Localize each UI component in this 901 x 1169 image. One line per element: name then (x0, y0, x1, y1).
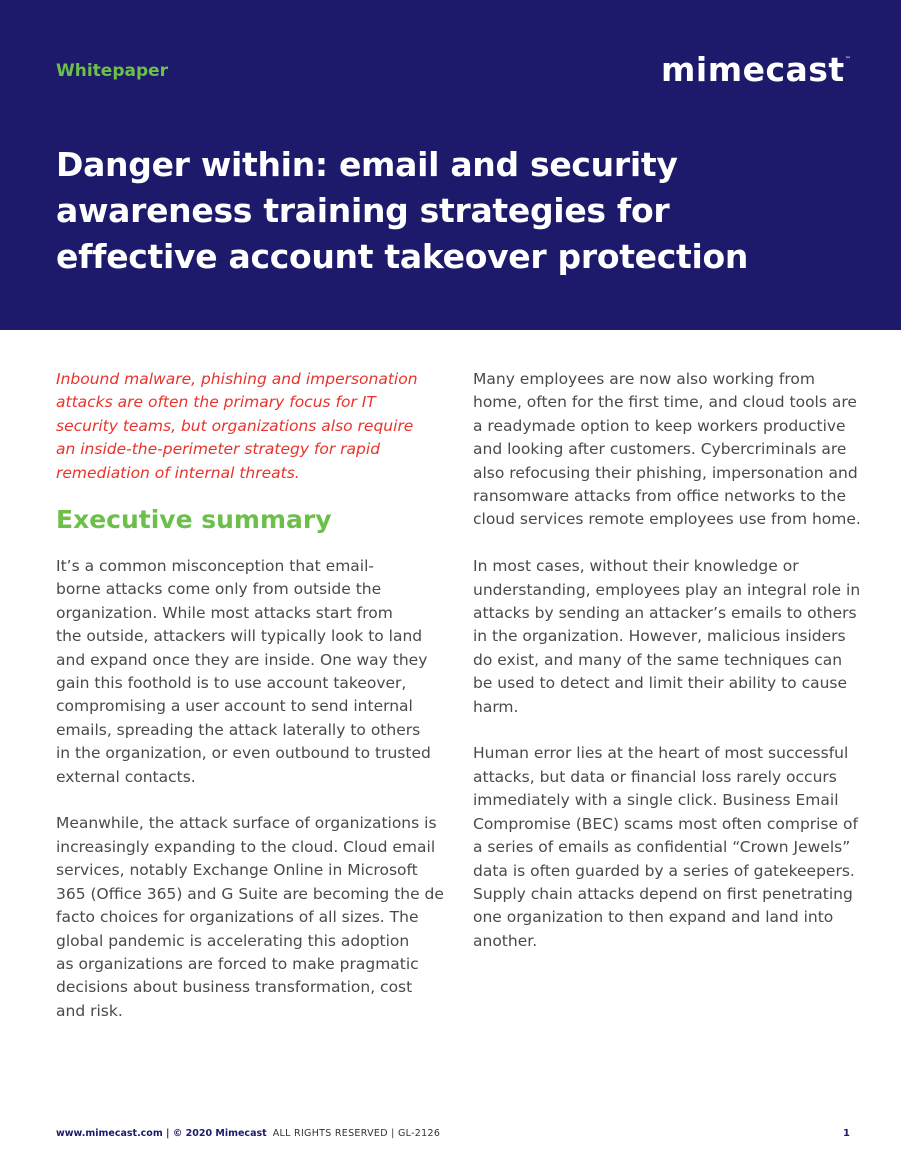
body-line: one organization to then expand and land into (473, 908, 834, 927)
body-line: facto choices for organizations of all sizes. The (56, 908, 419, 927)
footer-separator: | (162, 1128, 173, 1139)
body-line: Meanwhile, the attack surface of organizations is (56, 814, 437, 833)
body-line: ransomware attacks from office networks to the (473, 487, 846, 506)
body-line: It’s a common misconception that email- (56, 557, 375, 576)
body-line: Human error lies at the heart of most successful (473, 744, 849, 763)
body-line: and risk. (56, 1001, 123, 1020)
body-line: external contacts. (56, 767, 196, 786)
body-line: In most cases, without their knowledge or (473, 557, 799, 576)
intro-line: remediation of internal threats. (56, 463, 300, 482)
page-number: 1 (843, 1128, 850, 1139)
body-line: and looking after customers. Cybercriminals are (473, 440, 847, 459)
body-line: Many employees are now also working from (473, 370, 815, 388)
title-line: awareness training strategies for (56, 191, 670, 230)
body-line: 365 (Office 365) and G Suite are becoming the de (56, 884, 444, 903)
body-line: and expand once they are inside. One way they (56, 650, 428, 669)
body-line: borne attacks come only from outside the (56, 580, 382, 599)
body-line: data is often guarded by a series of gatekeepers. (473, 861, 855, 880)
footer-url[interactable]: www.mimecast.com (56, 1128, 163, 1139)
body-line: in the organization. However, malicious insiders (473, 627, 846, 646)
mimecast-logo (661, 50, 851, 89)
body-line: harm. (473, 697, 519, 716)
body-line: services, notably Exchange Online in Microsoft (56, 861, 418, 880)
body-line: increasingly expanding to the cloud. Cloud email (56, 837, 436, 856)
body-line: as organizations are forced to make pragmatic (56, 954, 419, 973)
intro-line: security teams, but organizations also require (56, 416, 414, 435)
right-column (473, 368, 863, 977)
title-line: Danger within: email and security (56, 145, 678, 184)
footer-separator: | (387, 1128, 398, 1139)
body-line: cloud services remote employees use from home. (473, 510, 861, 529)
left-column (56, 368, 444, 1047)
body-line: attacks by sending an attacker’s emails to others (473, 604, 857, 623)
page-title (56, 142, 856, 280)
body-line: home, often for the first time, and cloud tools are (473, 393, 857, 412)
body-line: another. (473, 931, 538, 950)
document-type-label: Whitepaper (56, 61, 169, 81)
body-line: decisions about business transformation, cost (56, 978, 413, 997)
footer-doc-code: GL-2126 (397, 1128, 441, 1139)
intro-line: Inbound malware, phishing and impersonation (56, 370, 418, 388)
intro-paragraph (56, 368, 436, 485)
header-banner (0, 0, 901, 330)
body-line: organization. While most attacks start from (56, 603, 393, 622)
section-heading: Executive summary (56, 505, 332, 535)
intro-line: an inside-the-perimeter strategy for rapid (56, 440, 381, 459)
body-paragraph (473, 368, 863, 532)
body-line: Supply chain attacks depend on first penetrating (473, 884, 853, 903)
body-line: a readymade option to keep workers productive (473, 416, 846, 435)
body-paragraph (473, 555, 863, 719)
logo-text: mimecast (661, 50, 845, 89)
body-line: in the organization, or even outbound to trusted (56, 744, 431, 763)
body-line: a series of emails as confidential “Crown Jewels” (473, 838, 851, 857)
title-line: effective account takeover protection (56, 237, 749, 276)
body-line: attacks, but data or financial loss rarely occurs (473, 767, 837, 786)
body-line: understanding, employees play an integral role in (473, 580, 861, 599)
footer-rights: ALL RIGHTS RESERVED (272, 1128, 388, 1139)
page-footer (56, 1128, 850, 1139)
body-line: compromising a user account to send internal (56, 697, 413, 716)
body-line: immediately with a single click. Business Email (473, 791, 839, 810)
body-line: global pandemic is accelerating this adoption (56, 931, 410, 950)
intro-line: attacks are often the primary focus for IT (56, 393, 376, 412)
body-line: gain this foothold is to use account takeover, (56, 674, 407, 693)
body-line: be used to detect and limit their ability to cause (473, 674, 848, 693)
body-line: emails, spreading the attack laterally to others (56, 720, 421, 739)
body-paragraph (56, 812, 444, 1023)
logo-trademark: ™ (844, 56, 852, 63)
body-line: Compromise (BEC) scams most often comprise of (473, 814, 858, 833)
body-line: do exist, and many of the same techniques can (473, 650, 843, 669)
footer-copyright: © 2020 Mimecast (172, 1128, 267, 1139)
body-paragraph (473, 742, 863, 953)
body-line: the outside, attackers will typically look to land (56, 627, 423, 646)
body-paragraph (56, 555, 436, 789)
body-line: also refocusing their phishing, impersonation and (473, 463, 858, 482)
